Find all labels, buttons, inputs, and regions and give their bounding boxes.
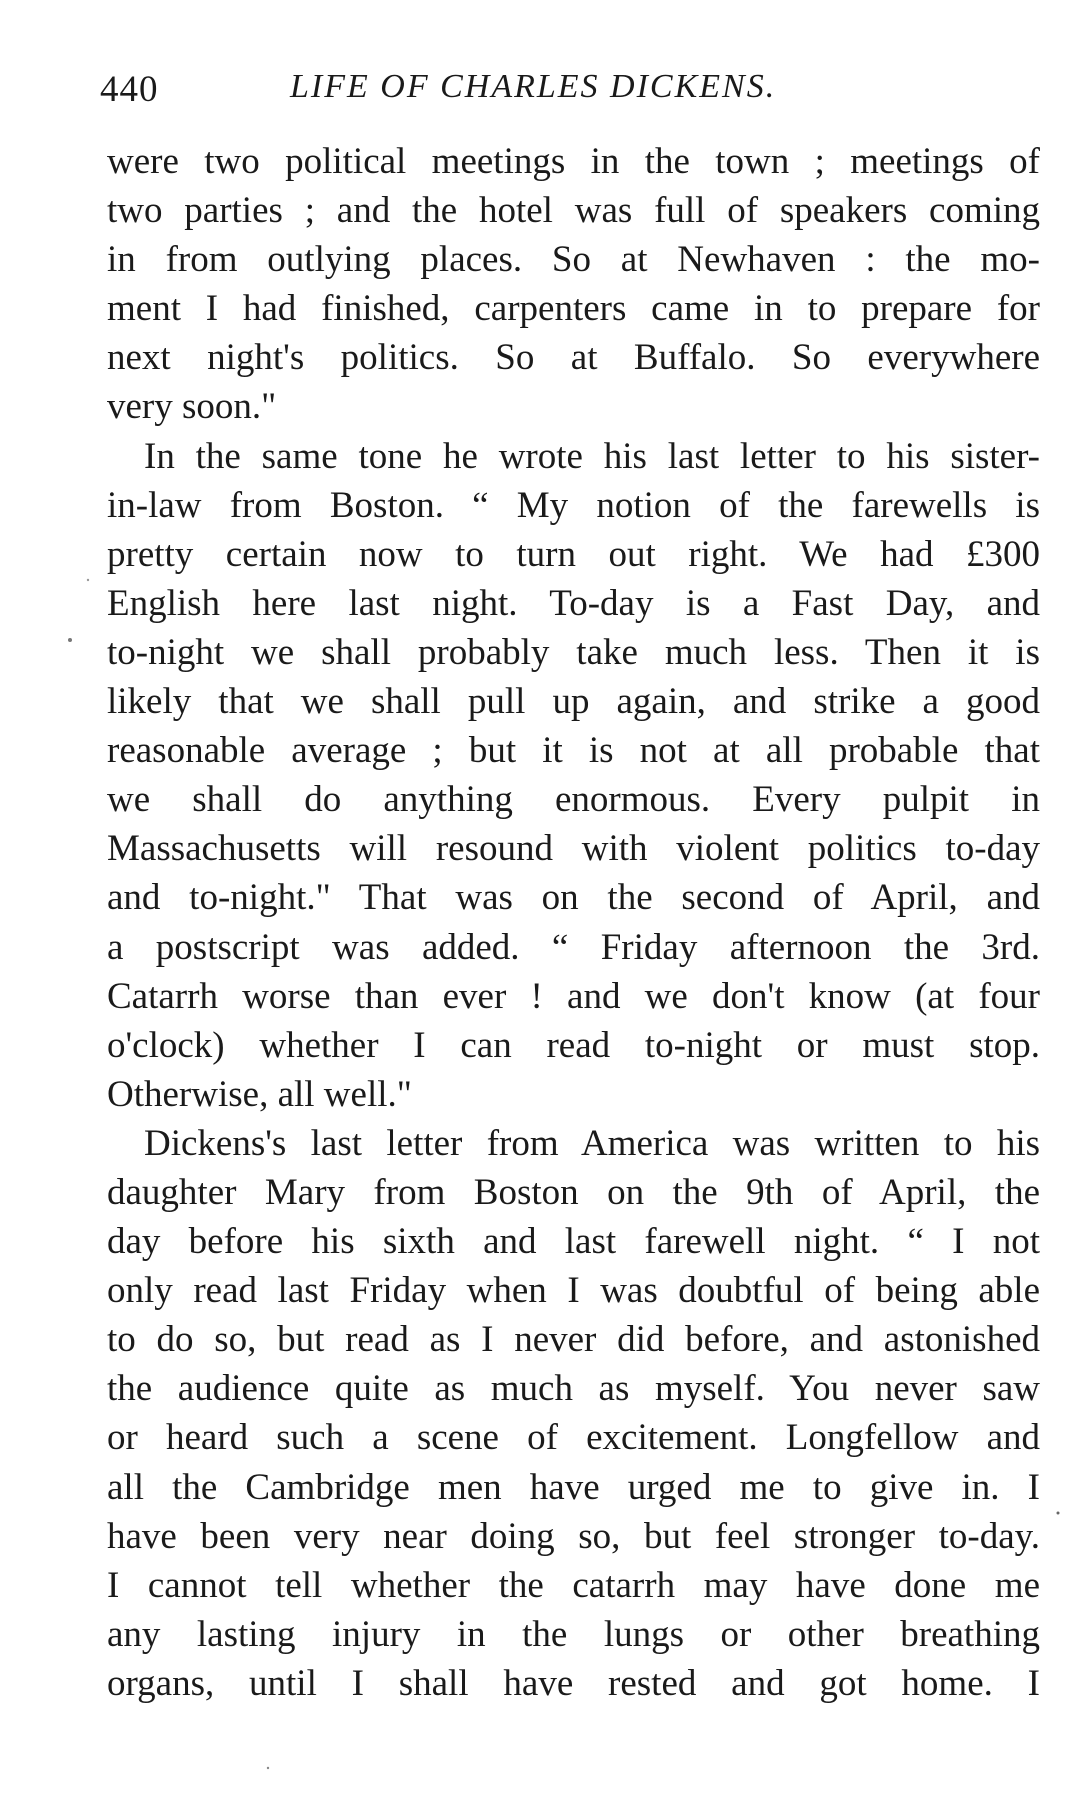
text-line: a postscript was added. “ Friday afternoon the 3rd.	[107, 926, 1040, 968]
text-line: and to-night." That was on the second of April, and	[107, 877, 1040, 919]
text-line: likely that we shall pull up again, and strike a good	[107, 681, 1040, 723]
text-line: day before his sixth and last farewell night. “ I not	[107, 1221, 1040, 1263]
text-line: in-law from Boston. “ My notion of the farewells is	[107, 484, 1040, 526]
text-line: only read last Friday when I was doubtful of being able	[107, 1270, 1040, 1312]
running-title: LIFE OF CHARLES DICKENS.	[290, 68, 777, 105]
text-line: Dickens's last letter from America was written to his	[144, 1122, 1040, 1164]
text-line: Catarrh worse than ever ! and we don't know (at four	[107, 975, 1040, 1017]
text-line: reasonable average ; but it is not at all probable that	[107, 730, 1040, 772]
speck	[267, 1767, 269, 1769]
page-number: 440	[100, 69, 159, 110]
text-line: ment I had finished, carpenters came in to prepare for	[107, 288, 1040, 330]
text-line: or heard such a scene of excitement. Longfellow and	[107, 1417, 1040, 1459]
text-line: any lasting injury in the lungs or other breathing	[107, 1613, 1040, 1655]
text-line: to do so, but read as I never did before, and astonished	[107, 1319, 1040, 1361]
text-line: pretty certain now to turn out right. We had £300	[107, 533, 1040, 575]
text-line: were two political meetings in the town ; meetings of	[107, 141, 1040, 182]
text-line: o'clock) whether I can read to-night or must stop.	[107, 1024, 1040, 1066]
text-line: to-night we shall probably take much less. Then it is	[107, 631, 1040, 673]
body-text	[107, 137, 1040, 1708]
text-line: we shall do anything enormous. Every pulpit in	[107, 779, 1040, 821]
text-line: have been very near doing so, but feel stronger to-day.	[107, 1515, 1040, 1557]
text-line: very soon."	[107, 386, 277, 428]
text-line: I cannot tell whether the catarrh may have done me	[107, 1564, 1040, 1606]
text-line: the audience quite as much as myself. You never saw	[107, 1368, 1040, 1410]
text-line: in from outlying places. So at Newhaven : the mo-	[107, 239, 1040, 281]
running-head	[100, 68, 1040, 118]
text-line: Massachusetts will resound with violent politics to-day	[107, 828, 1040, 870]
text-line: all the Cambridge men have urged me to give in. I	[107, 1466, 1040, 1508]
text-line: Otherwise, all well."	[107, 1073, 412, 1115]
text-line: English here last night. To-day is a Fast Day, and	[107, 582, 1040, 624]
text-line: next night's politics. So at Buffalo. So everywhere	[107, 337, 1040, 379]
text-line: organs, until I shall have rested and got home. I	[107, 1662, 1040, 1704]
text-line: In the same tone he wrote his last letter to his sister-	[144, 435, 1040, 477]
text-line: two parties ; and the hotel was full of speakers coming	[107, 190, 1040, 232]
speck	[1057, 1512, 1060, 1515]
text-line: daughter Mary from Boston on the 9th of April, the	[107, 1171, 1040, 1213]
speck	[87, 579, 89, 581]
speck	[68, 638, 72, 642]
